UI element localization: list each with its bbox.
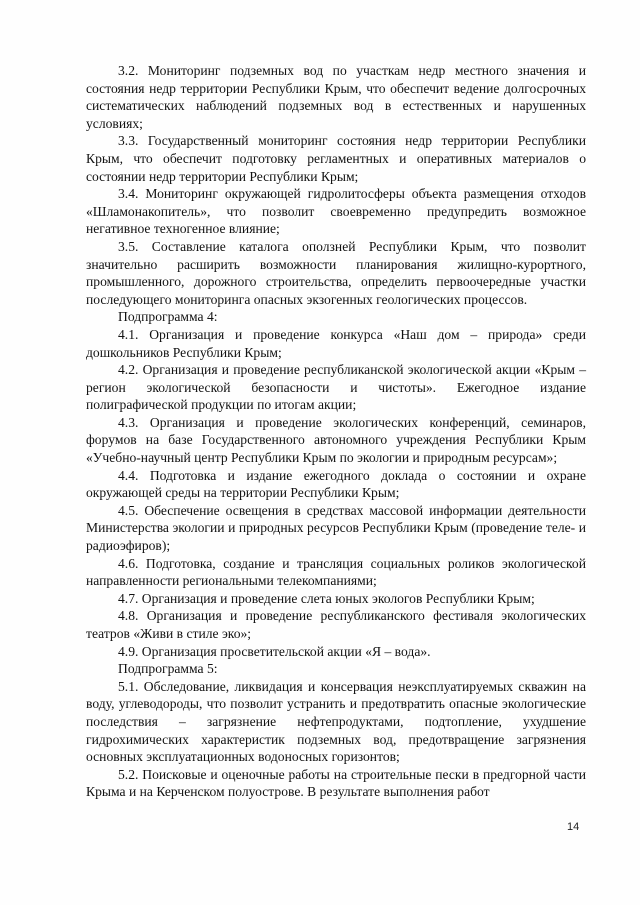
paragraph-3-4: 3.4. Мониторинг окружающей гидролитосферы объекта размещения отходов «Шламонакопитель», что позволит своевременно предупредить возможное негативное техногенное влияние; [86,186,586,237]
paragraph-5-1: 5.1. Обследование, ликвидация и консервация неэксплуатируемых скважин на воду, углеводороды, что позволит устранить и предотвратить опасные экологические последствия – загрязнение нефтепродуктами, подтопление, ухудшение гидрохимических характеристик подземных вод, предотвращение загрязнения основных эксплуатационных водоносных горизонтов; [86,678,586,765]
paragraph-4-2: 4.2. Организация и проведение республиканской экологической акции «Крым – регион экологической безопасности и чистоты». Ежегодное издание полиграфической продукции по итогам акции; [86,362,586,413]
paragraph-4-3: 4.3. Организация и проведение экологических конференций, семинаров, форумов на базе Государственного автономного учреждения Республики Крым «Учебно-научный центр Республики Крым по экологии и природным ресурсам»; [86,414,586,466]
document-body [86,62,586,801]
paragraph-4-6: 4.6. Подготовка, создание и трансляция социальных роликов экологической направленности региональными телекомпаниями; [86,555,586,589]
page-number: 14 [567,821,580,833]
paragraph-3-5: 3.5. Составление каталога оползней Республики Крым, что позволит значительно расширить возможности планирования жилищно-курортного, промышленного, дорожного строительства, определить первоочередные участки последующего мониторинга опасных экзогенных геологических процессов. [86,238,586,307]
paragraph-4-4: 4.4. Подготовка и издание ежегодного доклада о состоянии и охране окружающей среды на территории Республики Крым; [86,467,586,501]
subprogram-5-heading: Подпрограмма 5: [118,661,218,677]
paragraph-4-9: 4.9. Организация просветительской акции «Я – вода». [118,643,431,659]
paragraph-4-7: 4.7. Организация и проведение слета юных экологов Республики Крым; [118,590,535,606]
subprogram-4-heading: Подпрограмма 4: [118,309,218,325]
paragraph-4-5: 4.5. Обеспечение освещения в средствах массовой информации деятельности Министерства экологии и природных ресурсов Республики Крым (проведение теле- и радиоэфиров); [86,502,586,554]
paragraph-5-2: 5.2. Поисковые и оценочные работы на строительные пески в предгорной части Крыма и на Керченском полуострове. В результате выполнения работ [86,766,586,800]
paragraph-4-1: 4.1. Организация и проведение конкурса «Наш дом – природа» среди дошкольников Республики Крым; [86,326,586,360]
paragraph-3-3: 3.3. Государственный мониторинг состояния недр территории Республики Крым, что обеспечит подготовку регламентных и оперативных материалов о состоянии недр территории Республики Крым; [86,133,586,184]
paragraph-3-2: 3.2. Мониторинг подземных вод по участкам недр местного значения и состояния недр территории Республики Крым, что обеспечит ведение долгосрочных систематических наблюдений подземных вод в естественных и нарушенных условиях; [86,63,586,131]
paragraph-4-8: 4.8. Организация и проведение республиканского фестиваля экологических театров «Живи в стиле эко»; [86,608,586,641]
